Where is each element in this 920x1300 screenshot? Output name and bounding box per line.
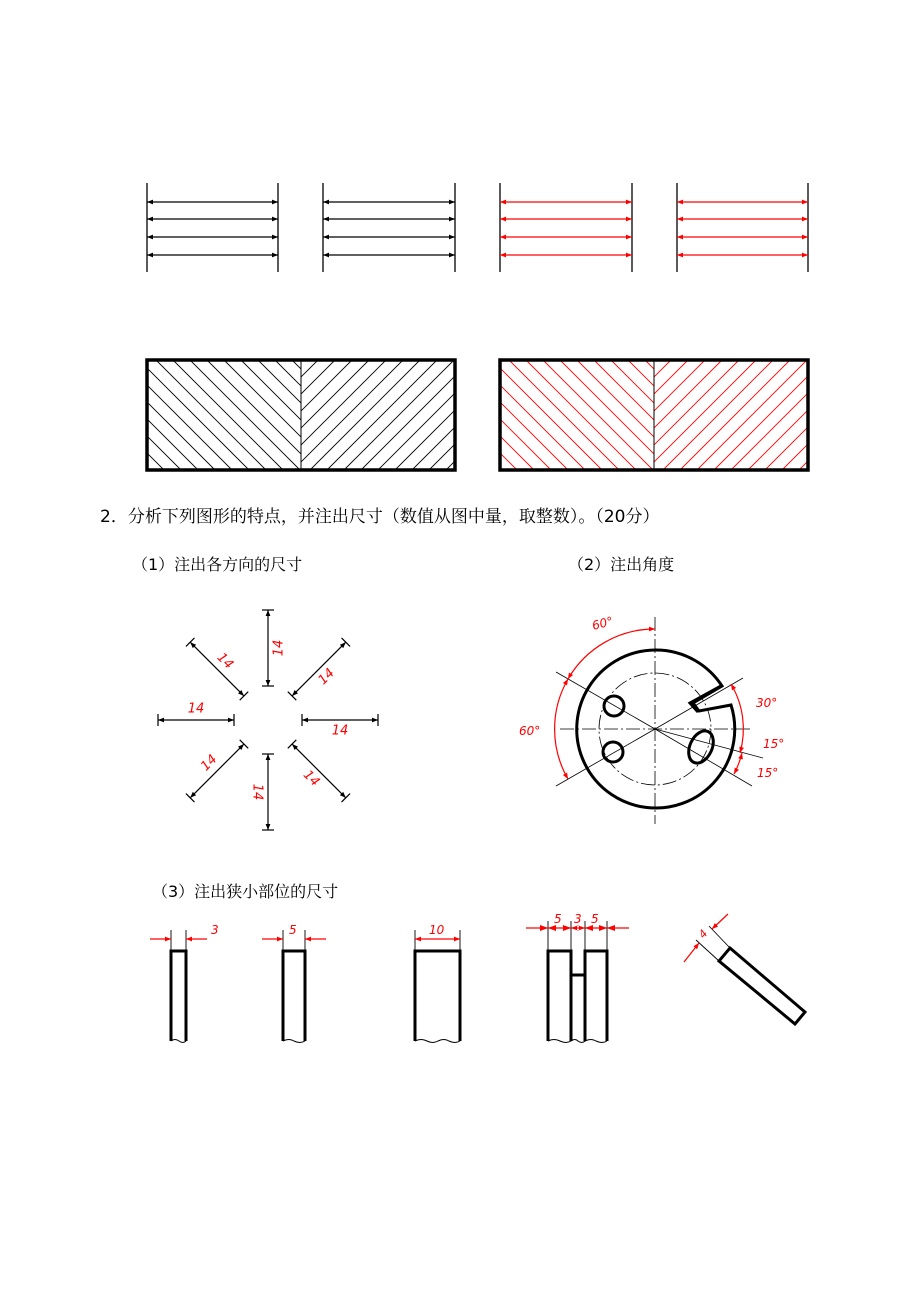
parallel-dims-group-3 (500, 183, 632, 272)
narrow-part-2 (262, 923, 326, 1043)
hole-bottom-left (603, 742, 623, 762)
radial-dim-label: 14 (187, 701, 205, 717)
radial-dim-label: 14 (249, 783, 265, 801)
question-title: 2．分析下列图形的特点，并注出尺寸（数值从图中量，取整数）。（20分） (100, 507, 660, 527)
radial-dim-8 (186, 638, 248, 700)
angle-label-60-left: 60° (519, 724, 541, 738)
radial-dim-7 (158, 702, 234, 727)
radial-dim-label: 14 (315, 665, 338, 689)
angle-label-15-a: 15° (763, 737, 785, 751)
angle-label-60-top: 60° (590, 613, 615, 633)
dim-label-3-mid: 3 (574, 912, 582, 926)
radial-dim-label: 14 (271, 639, 287, 657)
dim-label-10: 10 (429, 923, 445, 937)
hatched-rect-left (37, 360, 658, 470)
radial-dim-3 (302, 714, 378, 739)
subquestion-2-label: （2）注出角度 (568, 555, 675, 574)
dim-label-4: 4 (696, 927, 711, 941)
radial-dim-1 (262, 610, 287, 686)
narrow-part-1 (150, 923, 219, 1043)
dim-label-3: 3 (211, 923, 219, 937)
angle-label-30: 30° (756, 696, 778, 710)
radial-dim-6 (186, 740, 248, 802)
radial-dim-label: 14 (198, 751, 221, 775)
narrow-part-5 (684, 914, 805, 1024)
radial-dims-figure (158, 610, 378, 830)
radial-dim-4 (288, 740, 350, 802)
angles-figure (519, 614, 784, 824)
angle-label-15-b: 15° (757, 766, 779, 780)
parallel-dims-group-1 (147, 183, 278, 272)
narrow-dims-figure (150, 912, 805, 1043)
subquestion-1-label: （1）注出各方向的尺寸 (132, 555, 303, 574)
narrow-part-4 (526, 912, 629, 1043)
hatched-rect-right (390, 360, 920, 470)
dim-label-5-left: 5 (554, 912, 562, 926)
narrow-part-3 (415, 923, 460, 1043)
subquestion-3-label: （3）注出狭小部位的尺寸 (152, 882, 339, 901)
hole-top-left (604, 696, 624, 716)
hole-oblong (684, 727, 718, 767)
parallel-dims-group-4 (677, 183, 808, 272)
radial-dim-label: 14 (331, 723, 349, 739)
radial-dim-label: 14 (299, 767, 323, 790)
radial-dim-2 (288, 638, 350, 700)
dim-label-5-right: 5 (591, 912, 599, 926)
dim-label-5: 5 (289, 923, 297, 937)
parallel-dims-group-2 (323, 183, 455, 272)
radial-dim-label: 14 (213, 650, 237, 673)
radial-dim-5 (250, 754, 275, 830)
